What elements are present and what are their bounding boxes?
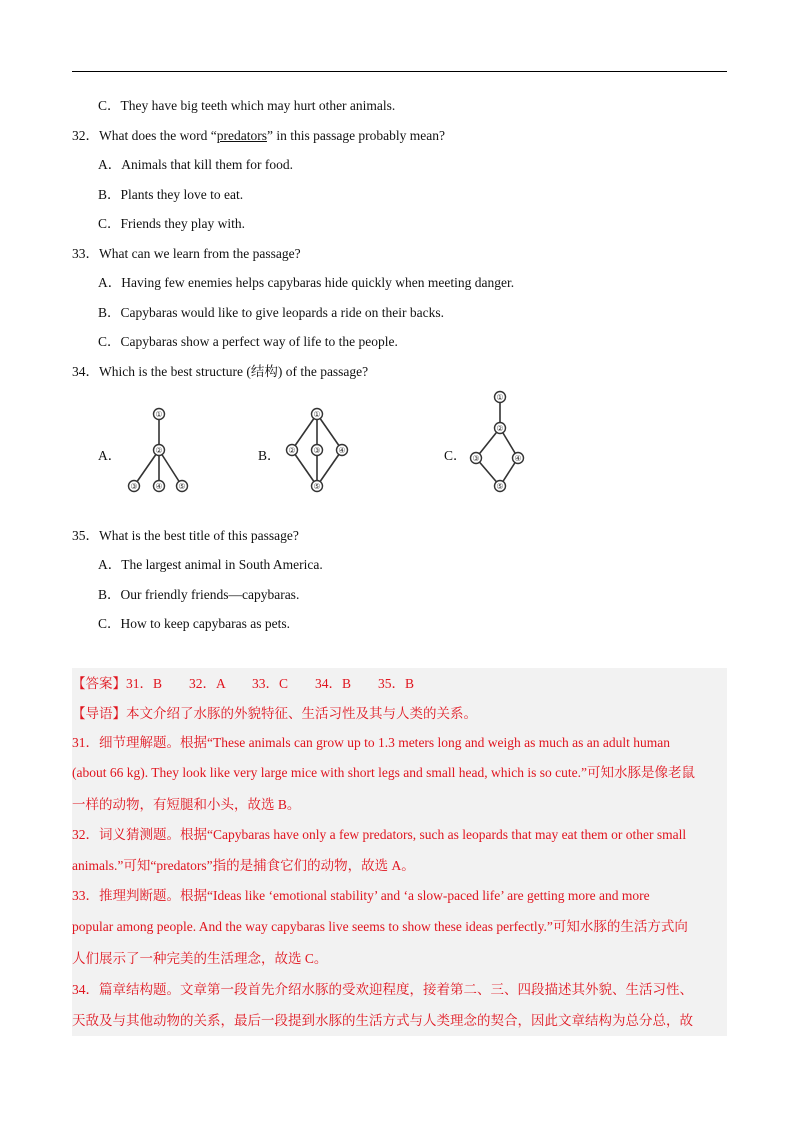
q33-option-c: C．Capybaras show a perfect way of life to the people.: [98, 334, 398, 349]
q32-stem-before: 32．What does the word “: [72, 128, 217, 143]
explanation-33-line-1: 33．推理判断题。根据“Ideas like ‘emotional stability’ and ‘a slow-paced life’ are getting more and more: [72, 888, 650, 903]
q34-label-a: A．: [98, 448, 122, 463]
svg-text:④: ④: [155, 482, 163, 491]
q31-option-c: C．They have big teeth which may hurt other animals.: [98, 98, 396, 113]
q33-option-b: B．Capybaras would like to give leopards a ride on their backs.: [98, 305, 445, 320]
explanation-32-line-1: 32．词义猜测题。根据“Capybaras have only a few predators, such as leopards that may eat them or other small: [72, 827, 687, 842]
q32-option-a: A．Animals that kill them for food.: [98, 157, 293, 172]
explanation-31-line-3: 一样的动物，有短腿和小头，故选 B。: [72, 797, 301, 812]
q32-underlined-word: predators: [216, 128, 267, 143]
svg-text:①: ①: [313, 410, 321, 419]
svg-text:②: ②: [496, 424, 504, 433]
explanation-31-line-2: (about 66 kg). They look like very large mice with short legs and small head, which is so cute.”可知水豚是像老鼠: [72, 765, 696, 780]
header-rule: [72, 71, 727, 72]
svg-text:①: ①: [496, 393, 504, 402]
svg-text:②: ②: [155, 446, 163, 455]
explanation-32-line-2: animals.”可知“predators”指的是捕食它们的动物，故选 A。: [72, 858, 415, 873]
answer-key: 【答案】31．B 32．A 33．C 34．B 35．B: [72, 676, 415, 691]
svg-text:⑤: ⑤: [313, 482, 321, 491]
svg-text:③: ③: [130, 482, 138, 491]
explanation-33-line-3: 人们展示了一种完美的生活理念，故选 C。: [72, 951, 328, 966]
q35-option-b: B．Our friendly friends—capybaras.: [98, 587, 300, 602]
q34-label-c: C．: [444, 448, 467, 463]
q32-option-c: C．Friends they play with.: [98, 216, 245, 231]
structure-diagram-c: [466, 386, 530, 496]
structure-diagram-a: [122, 400, 194, 496]
passage-guide: 【导语】本文介绍了水豚的外貌特征、生活习性及其与人类的关系。: [72, 706, 477, 721]
svg-text:④: ④: [514, 454, 522, 463]
q34-label-b: B．: [258, 448, 281, 463]
svg-text:④: ④: [338, 446, 346, 455]
q35-option-a: A．The largest animal in South America.: [98, 557, 323, 572]
svg-text:③: ③: [472, 454, 480, 463]
q35-option-c: C．How to keep capybaras as pets.: [98, 616, 290, 631]
svg-text:⑤: ⑤: [496, 482, 504, 491]
q32-stem-after: ” in this passage probably mean?: [266, 128, 446, 143]
q33-stem: 33．What can we learn from the passage?: [72, 246, 301, 261]
q32-option-b: B．Plants they love to eat.: [98, 187, 244, 202]
svg-text:⑤: ⑤: [178, 482, 186, 491]
explanation-31-line-1: 31．细节理解题。根据“These animals can grow up to 1.3 meters long and weigh as much as an adult human: [72, 735, 671, 750]
explanation-33-line-2: popular among people. And the way capybaras live seems to show these ideas perfectly.”可知水豚的生活方式向: [72, 919, 688, 934]
explanation-34-line-1: 34．篇章结构题。文章第一段首先介绍水豚的受欢迎程度，接着第二、三、四段描述其外貌、生活习性、: [72, 982, 693, 997]
q35-stem: 35．What is the best title of this passage?: [72, 528, 299, 543]
q33-option-a: A．Having few enemies helps capybaras hide quickly when meeting danger.: [98, 275, 515, 290]
svg-text:③: ③: [313, 446, 321, 455]
structure-diagram-b: [282, 400, 354, 496]
svg-text:②: ②: [288, 446, 296, 455]
explanation-34-line-2: 天敌及与其他动物的关系，最后一段提到水豚的生活方式与人类理念的契合，因此文章结构为总分总，故: [72, 1013, 693, 1028]
q34-stem: 34．Which is the best structure (结构) of the passage?: [72, 364, 369, 379]
svg-text:①: ①: [155, 410, 163, 419]
q32-stem: [72, 127, 445, 145]
